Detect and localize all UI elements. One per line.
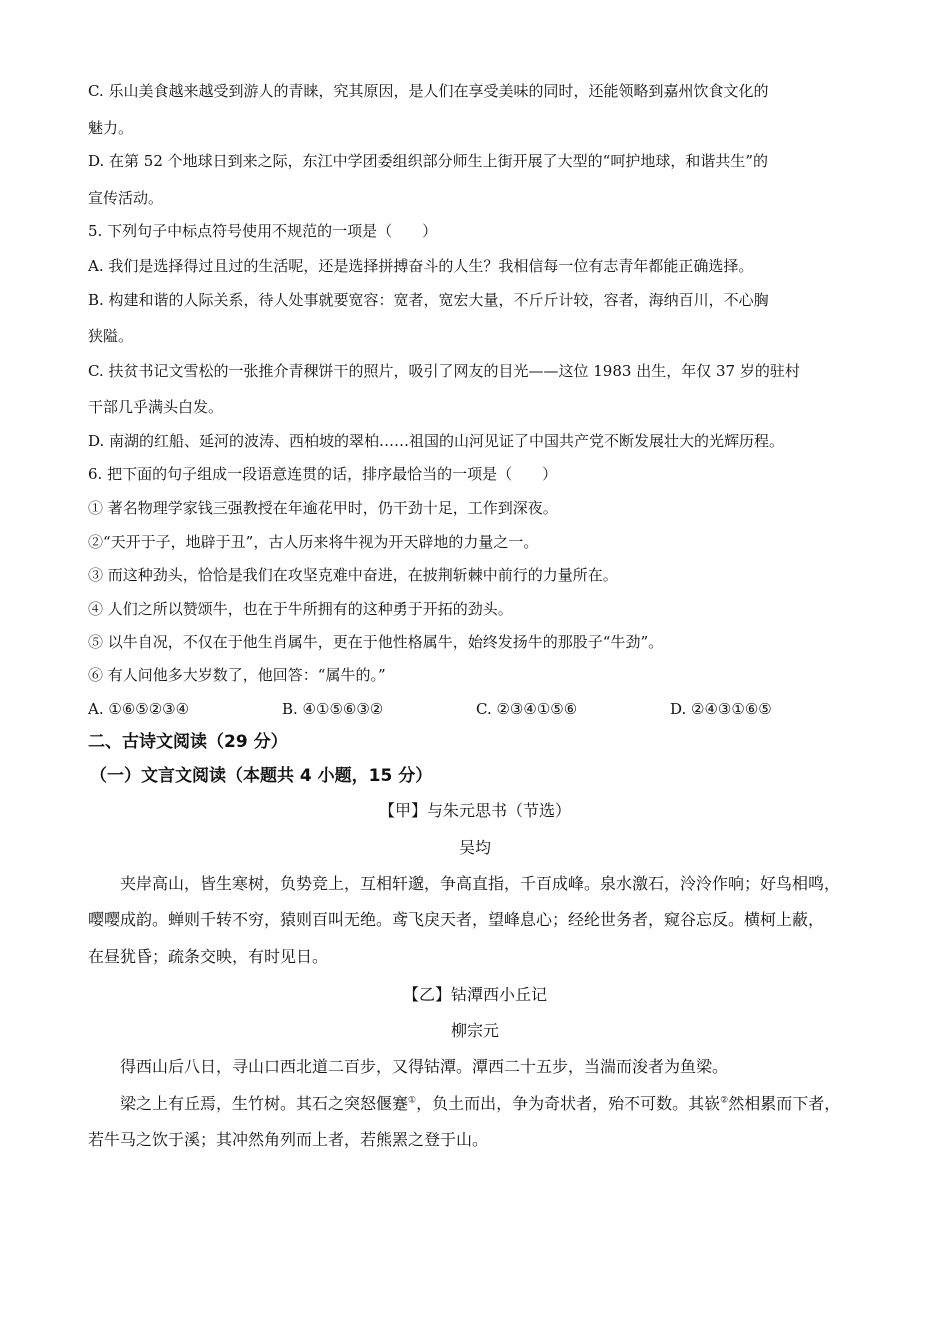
q6-stem: 6. 把下面的句子组成一段语意连贯的话，排序最恰当的一项是（ ） <box>88 465 558 483</box>
q6-sentence-3: ③ 而这种劲头，恰恰是我们在攻坚克难中奋进，在披荆斩棘中前行的力量所在。 <box>88 566 618 584</box>
q6-option-a: A. ①⑥⑤②③④ <box>88 700 190 718</box>
q6-sentence-5: ⑤ 以牛自况，不仅在于他生肖属牛，更在于他性格属牛，始终发扬牛的那股子“牛劲”。 <box>88 633 664 651</box>
q4-option-c-line2: 魅力。 <box>88 119 134 137</box>
q6-option-b: B. ④①⑤⑥③② <box>282 700 384 718</box>
yi-p2-part-b: ，负土而出，争为奇状者，殆不可数。其嵚 <box>416 1094 721 1113</box>
yi-author: 柳宗元 <box>450 1021 499 1040</box>
q6-sentence-1: ① 著名物理学家钱三强教授在年逾花甲时，仍干劲十足，工作到深夜。 <box>88 499 558 517</box>
subsection-title: （一）文言文阅读（本题共 4 小题，15 分） <box>90 766 433 786</box>
q4-option-d-line1: D. 在第 52 个地球日到来之际，东江中学团委组织部分师生上街开展了大型的“呵护地球，和谐共生”的 <box>88 152 768 170</box>
jia-paragraph-line1: 夹岸高山，皆生寒树，负势竞上，互相轩邈，争高直指，千百成峰。泉水激石，泠泠作响；好鸟相鸣， <box>120 874 841 893</box>
yi-paragraph2-line1 <box>120 1094 840 1114</box>
jia-paragraph-line3: 在昼犹昏；疏条交映，有时见日。 <box>88 947 329 966</box>
footnote-marker-2: ② <box>720 1095 729 1106</box>
yi-title: 【乙】钴潭西小丘记 <box>402 985 547 1004</box>
q4-option-c-line1: C. 乐山美食越来越受到游人的青睐，究其原因，是人们在享受美味的同时，还能领略到嘉州饮食文化的 <box>88 82 769 100</box>
yi-p2-part-c: 然相累而下者， <box>728 1094 841 1113</box>
footnote-marker-1: ① <box>408 1095 417 1106</box>
q5-option-b-line2: 狭隘。 <box>88 327 134 345</box>
yi-paragraph1: 得西山后八日，寻山口西北道二百步，又得钴潭。潭西二十五步，当湍而浚者为鱼梁。 <box>120 1057 729 1076</box>
q6-option-c: C. ②③④①⑤⑥ <box>476 700 578 718</box>
q5-option-b-line1: B. 构建和谐的人际关系，待人处事就要宽容：宽者，宽宏大量，不斤斤计较，容者，海纳百川，不心胸 <box>88 291 769 309</box>
q6-sentence-6: ⑥ 有人问他多大岁数了，他回答：“属牛的。” <box>88 666 386 684</box>
q5-option-c-line2: 干部几乎满头白发。 <box>88 398 224 416</box>
q5-option-c-line1: C. 扶贫书记文雪松的一张推介青稞饼干的照片，吸引了网友的目光——这位 1983 出生，年仅 37 岁的驻村 <box>88 362 800 380</box>
jia-title: 【甲】与朱元思书（节选） <box>378 801 571 820</box>
jia-paragraph-line2: 嘤嘤成韵。蝉则千转不穷，猿则百叫无绝。鸢飞戾天者，望峰息心；经纶世务者，窥谷忘反。横柯上蔽， <box>88 910 825 929</box>
section-title: 二、古诗文阅读（29 分） <box>88 732 288 752</box>
q5-option-d: D. 南湖的红船、延河的波涛、西柏坡的翠柏……祖国的山河见证了中国共产党不断发展壮大的光辉历程。 <box>88 432 785 450</box>
q5-stem: 5. 下列句子中标点符号使用不规范的一项是（ ） <box>88 222 438 240</box>
q6-sentence-2: ②“天开于子，地辟于丑”，古人历来将牛视为开天辟地的力量之一。 <box>88 533 539 551</box>
q6-options <box>88 699 868 719</box>
q4-option-d-line2: 宣传活动。 <box>88 189 164 207</box>
jia-author: 吴均 <box>458 838 491 857</box>
yi-paragraph2-line2: 若牛马之饮于溪；其冲然角列而上者，若熊罴之登于山。 <box>88 1130 489 1149</box>
q6-option-d: D. ②④③①⑥⑤ <box>670 700 772 718</box>
q6-sentence-4: ④ 人们之所以赞颂牛，也在于牛所拥有的这种勇于开拓的劲头。 <box>88 600 513 618</box>
q5-option-a: A. 我们是选择得过且过的生活呢，还是选择拼搏奋斗的人生？我相信每一位有志青年都能正确选择。 <box>88 257 754 275</box>
yi-p2-part-a: 梁之上有丘焉，生竹树。其石之突怒偃蹇 <box>120 1094 409 1113</box>
